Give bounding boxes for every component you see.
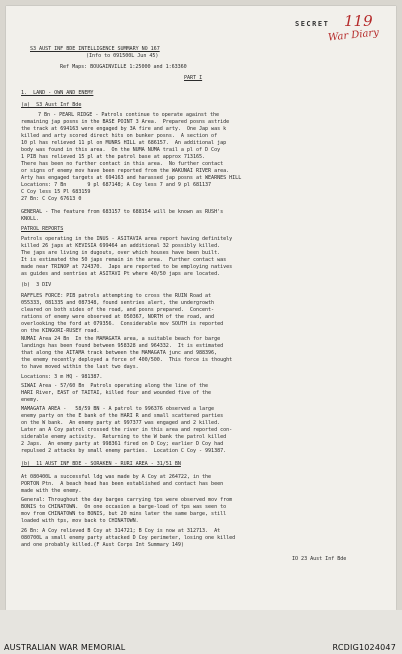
document-line: 1 PIB has relieved 15 pl at the patrol base at approx 713165.: [21, 154, 206, 160]
document-line: Locations: 3 m HQ - 981387.: [21, 374, 103, 380]
document-line: landings has been found between 958328 and 964332. It is estimated: [21, 343, 224, 349]
document-line: repulsed 2 attacks by small enemy parties. Location C Coy - 991387.: [21, 448, 227, 454]
document-line: enemy party on the E bank of the HARI R and small scattered parties: [21, 413, 224, 419]
document-line: (b) 11 AUST INF BDE - SORAKEN - RURI AREA - 31/51 BN: [21, 461, 181, 467]
document-line: Locations: 7 Bn 9 pl 687148; A Coy less 7 and 9 pl 681137: [21, 182, 212, 188]
document-line: body was found in this area. On the NUMA NUMA trail a pl of D Coy: [21, 147, 221, 153]
document-line: (a) S3 Aust Inf Bde: [21, 102, 82, 108]
document-line: rations of enemy were observed at 050367, NORTH of the road, and: [21, 314, 215, 320]
document-line: BONIS to CHINATOWN. On one occasion a barge-load of tps was seen to: [21, 504, 227, 510]
document-line: or signs of enemy mov have been reported from the WAKUNAI RIVER area.: [21, 168, 230, 174]
document-line: PATROL REPORTS: [21, 226, 64, 232]
document-line: (Info to 091500L Jun 45): [86, 53, 159, 59]
document-line: MAMAGATA AREA - 58/59 BN - A patrol to 996376 observed a large: [21, 406, 215, 412]
document-line: At 080400L a successful ldg was made by A Coy at 264722, in the: [21, 474, 212, 480]
document-line: Arty has engaged targets at 694163 and harassed jap posns at WEARNES HILL: [21, 175, 242, 181]
document-line: killed 26 japs at KEVISIA 699464 an additional 32 possibly killed.: [21, 243, 221, 249]
document-line: 1. LAND - OWN AND ENEMY: [21, 90, 94, 96]
document-line: The japs are living in dugouts, over which houses have been built.: [21, 250, 221, 256]
footer-source: AUSTRALIAN WAR MEMORIAL: [4, 643, 126, 652]
document-line: remaining jap posns in the BASE POINT 3 Area. Prepared posns astride: [21, 119, 230, 125]
document-line: enemy.: [21, 397, 40, 403]
document-line: that along the AITAMA track between the MAMAGATA junc and 988396,: [21, 350, 218, 356]
document-line: HARI River, EAST of TAITAI, killed four and wounded five of the: [21, 390, 212, 396]
document-line: General: Throughout the day barges carrying tps were observed mov from: [21, 497, 233, 503]
document-line: the track at 694163 were engaged by 3A fire and arty. One Jap was k: [21, 126, 227, 132]
document-line: 2 Japs. An enemy party at 998361 fired on D Coy; earlier D Coy had: [21, 441, 224, 447]
document-line: Ref Maps: BOUGAINVILLE 1:25000 and 1:63360: [60, 64, 187, 70]
document-page: [6, 6, 396, 610]
handwritten-page-number: 119: [344, 12, 373, 30]
document-line: Patrols operating in the INUS - ASITAVIA area report having definitely: [21, 236, 233, 242]
document-title: S3 AUST INF BDE INTELLIGENCE SUMMARY NO 167: [30, 46, 160, 52]
document-line: killed and arty scored direct hits on bunker posns. A section of: [21, 133, 218, 139]
document-line: 080700L a small enemy party attacked D Coy perimeter, losing one killed: [21, 535, 236, 541]
classification-stamp: SECRET: [295, 20, 330, 28]
document-line: mov from CHINATOWN to BONIS, but 20 mins later the same barge, still: [21, 511, 227, 517]
document-line: NUMAI Area 24 Bn In the MAMAGATA area, a suitable beach for barge: [21, 336, 221, 342]
document-line: overlooking the ford at 079356. Considerable mov SOUTH is reported: [21, 321, 224, 327]
handwritten-war-diary-note: War Diary: [327, 27, 380, 44]
document-line: as guides and sentries at ASITAVI Pt where 40/50 japs are located.: [21, 271, 221, 277]
document-line: and one probably killed.(F Aust Corps Int Summary 149): [21, 542, 184, 548]
document-line: 27 Bn: C Coy 67613 0: [21, 196, 82, 202]
document-line: to have moved within the last two days.: [21, 364, 139, 370]
document-line: PART I: [184, 75, 203, 81]
document-line: RAFFLES FORCE: PIB patrols attempting to cross the RUIN Road at: [21, 293, 212, 299]
document-line: loaded with tps, mov back to CHINATOWN.: [21, 518, 139, 524]
document-line: siderable enemy activity. Returning to the W bank the patrol killed: [21, 434, 227, 440]
document-line: It is estimated the 50 japs remain in the area. Further contact was: [21, 257, 227, 263]
document-line: PORTON Ptn. A beach head has been established and contact has been: [21, 481, 224, 487]
document-line: C Coy less 15 Pl 683159: [21, 189, 91, 195]
document-line: IO 23 Aust Inf Bde: [292, 556, 347, 562]
document-line: the enemy recently deployed a force of 400/500. This force is thought: [21, 357, 233, 363]
document-line: There has been no further contact in this area. No further contact: [21, 161, 224, 167]
document-line: cleared on both sides of the road, and posns prepared. Concent-: [21, 307, 215, 313]
document-line: on the W bank. An enemy party at 997377 was engaged and 2 killed.: [21, 420, 221, 426]
document-line: Later an A Coy patrol crossed the river in this area and reported con-: [21, 427, 233, 433]
document-line: made near TRINOP at 724370. Japs are reported to be employing natives: [21, 264, 233, 270]
document-line: made with the enemy.: [21, 488, 82, 494]
document-line: (b) 3 DIV: [21, 282, 52, 288]
document-line: SIWAI Area - 57/60 Bn Patrols operating along the line of the: [21, 383, 209, 389]
document-line: GENERAL - The feature from 683157 to 688154 will be known as RUSH's: [21, 209, 224, 215]
footer-bar: [0, 610, 402, 654]
document-line: KNOLL.: [21, 216, 40, 222]
document-line: 7 Bn - PEARL RIDGE - Patrols continue to operate against the: [38, 112, 220, 118]
document-line: on the KINGORI-RUSEY road.: [21, 328, 100, 334]
document-line: 10 pl has relieved 11 pl on MUNRS HILL at 686157. An additional jap: [21, 140, 227, 146]
document-line: 26 Bn: A Coy relieved B Coy at 314721; B Coy is now at 312713. At: [21, 528, 221, 534]
footer-record-id: RCDIG1024047: [332, 643, 396, 652]
document-line: 055333, 081335 and 087348, found sentries alert, the undergrowth: [21, 300, 215, 306]
